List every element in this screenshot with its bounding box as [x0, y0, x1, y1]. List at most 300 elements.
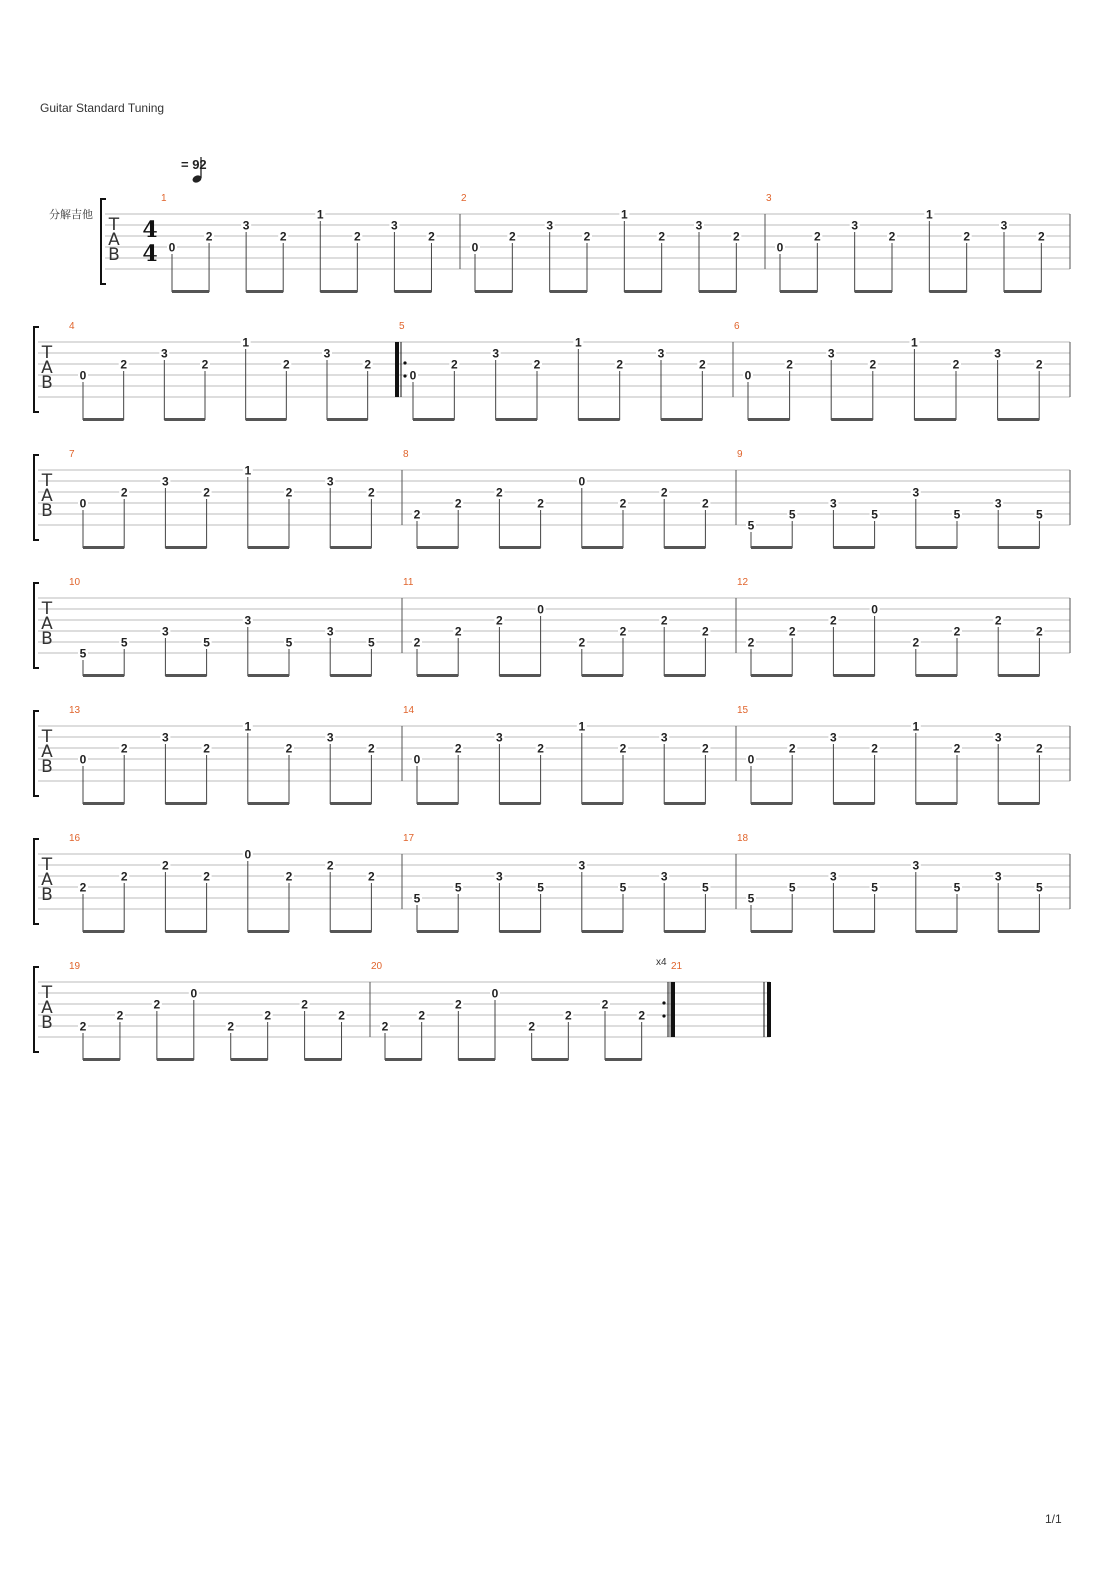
fret-number: 2: [583, 229, 591, 244]
fret-number: 3: [391, 218, 398, 233]
tab-clef-letter: A: [41, 614, 53, 634]
measure-number: 10: [69, 577, 81, 588]
fret-number: 1: [925, 207, 933, 222]
note-beam: [998, 674, 1039, 677]
note-beam: [330, 674, 371, 677]
fret-number: 2: [338, 1008, 345, 1023]
tab-clef-letter: B: [41, 885, 53, 905]
fret-number: 2: [888, 229, 896, 244]
fret-number: 2: [533, 357, 541, 372]
fret-number: 3: [660, 869, 668, 884]
time-signature-denominator: 4: [142, 241, 158, 267]
fret-number: 2: [282, 357, 290, 372]
fret-number: 1: [911, 335, 918, 350]
note-beam: [417, 674, 458, 677]
fret-number: 2: [116, 1008, 124, 1023]
fret-number: 2: [301, 997, 308, 1012]
fret-number: 1: [242, 335, 250, 350]
note-beam: [248, 674, 289, 677]
fret-number: 2: [79, 1019, 87, 1034]
fret-number: 3: [326, 624, 334, 639]
note-beam: [83, 546, 124, 549]
fret-number: 2: [264, 1008, 272, 1023]
staff-system: [34, 583, 1070, 677]
fret-number: 3: [326, 474, 334, 489]
measure-number: 3: [766, 193, 772, 204]
fret-number: 5: [788, 880, 796, 895]
fret-number: 3: [326, 730, 334, 745]
fret-number: 2: [381, 1019, 389, 1034]
note-beam: [578, 418, 619, 421]
fret-number: 2: [120, 485, 128, 500]
fret-number: 0: [244, 847, 252, 862]
note-beam: [929, 290, 966, 293]
repeat-dot: [662, 1014, 665, 1017]
fret-number: 2: [528, 1019, 536, 1034]
fret-number: 2: [963, 229, 971, 244]
fret-number: 2: [953, 741, 961, 756]
fret-number: 0: [190, 986, 198, 1001]
fret-number: 2: [454, 624, 462, 639]
tab-clef-letter: T: [41, 727, 53, 747]
tab-clef-letter: B: [41, 373, 53, 393]
note-beam: [305, 1058, 342, 1061]
measure-number: 19: [69, 961, 81, 972]
note-beam: [833, 930, 874, 933]
fret-number: 5: [747, 891, 755, 906]
measure-number: 11: [403, 577, 414, 588]
note-beam: [664, 546, 705, 549]
note-beam: [582, 546, 623, 549]
fret-number: 2: [120, 741, 128, 756]
measure-number: 4: [69, 321, 75, 332]
fret-number: 2: [418, 1008, 426, 1023]
note-beam: [475, 290, 512, 293]
note-beam: [833, 674, 874, 677]
note-beam: [664, 802, 705, 805]
fret-number: 5: [953, 507, 961, 522]
note-beam: [83, 1058, 120, 1061]
fret-number: 3: [496, 869, 503, 884]
fret-number: 2: [413, 507, 421, 522]
measure-number: 21: [671, 961, 683, 972]
note-beam: [417, 930, 458, 933]
fret-number: 5: [454, 880, 462, 895]
note-beam: [532, 1058, 569, 1061]
fret-number: 5: [747, 518, 755, 533]
tab-clef-letter: T: [108, 215, 120, 235]
note-beam: [855, 290, 892, 293]
fret-number: 5: [413, 891, 421, 906]
note-beam: [417, 546, 458, 549]
measure-number: 7: [69, 449, 75, 460]
fret-number: 2: [285, 741, 293, 756]
fret-number: 3: [162, 474, 169, 489]
fret-number: 3: [827, 346, 835, 361]
fret-number: 3: [830, 730, 837, 745]
fret-number: 5: [120, 635, 128, 650]
fret-number: 2: [786, 357, 793, 372]
fret-number: 3: [546, 218, 554, 233]
fret-number: 2: [813, 229, 821, 244]
fret-number: 0: [537, 602, 544, 617]
fret-number: 2: [162, 858, 169, 873]
repeat-dot: [403, 374, 406, 377]
fret-number: 5: [203, 635, 210, 650]
note-beam: [998, 418, 1040, 421]
fret-number: 2: [203, 869, 210, 884]
fret-number: 0: [744, 368, 752, 383]
fret-number: 3: [994, 869, 1002, 884]
tab-clef-letter: B: [41, 629, 53, 649]
fret-number: 2: [788, 741, 796, 756]
note-beam: [833, 546, 874, 549]
note-beam: [916, 802, 957, 805]
fret-number: 3: [323, 346, 331, 361]
bracket: [34, 583, 39, 668]
note-beam: [550, 290, 587, 293]
fret-number: 2: [994, 613, 1002, 628]
fret-number: 5: [79, 646, 87, 661]
bracket: [34, 455, 39, 540]
fret-number: 2: [702, 741, 709, 756]
note-beam: [496, 418, 537, 421]
fret-number: 2: [912, 635, 920, 650]
tab-clef-letter: A: [108, 230, 120, 250]
fret-number: 3: [851, 218, 859, 233]
fret-number: 1: [244, 719, 252, 734]
fret-number: 2: [702, 624, 709, 639]
fret-number: 0: [79, 752, 87, 767]
fret-number: 2: [601, 997, 609, 1012]
bracket: [34, 839, 39, 924]
instrument-name: 分解吉他: [49, 209, 93, 221]
note-beam: [417, 802, 458, 805]
measure-number: 1: [161, 193, 167, 204]
measure-number: 14: [403, 705, 415, 716]
fret-number: 3: [912, 485, 920, 500]
fret-number: 1: [574, 335, 582, 350]
fret-number: 2: [952, 357, 960, 372]
fret-number: 2: [698, 357, 706, 372]
fret-number: 2: [368, 485, 375, 500]
note-beam: [661, 418, 702, 421]
fret-number: 2: [702, 496, 709, 511]
note-beam: [582, 802, 623, 805]
fret-number: 2: [203, 741, 210, 756]
tab-clef-letter: B: [41, 501, 53, 521]
note-beam: [751, 546, 792, 549]
fret-number: 1: [316, 207, 324, 222]
tempo-value: = 92: [181, 157, 207, 172]
fret-number: 3: [830, 869, 837, 884]
fret-number: 3: [830, 496, 837, 511]
measure-number: 2: [461, 193, 467, 204]
note-beam: [499, 802, 540, 805]
note-beam: [582, 674, 623, 677]
fret-number: 2: [364, 357, 372, 372]
fret-number: 2: [454, 741, 462, 756]
note-beam: [330, 546, 371, 549]
fret-number: 0: [409, 368, 417, 383]
page-number: 1/1: [1045, 1512, 1062, 1526]
fret-number: 5: [368, 635, 375, 650]
fret-number: 2: [285, 485, 293, 500]
note-beam: [157, 1058, 194, 1061]
fret-number: 3: [162, 730, 169, 745]
fret-number: 2: [353, 229, 361, 244]
fret-number: 1: [244, 463, 252, 478]
note-beam: [165, 930, 206, 933]
staff-system: [34, 455, 1070, 549]
fret-number: 2: [279, 229, 287, 244]
fret-number: 2: [537, 496, 544, 511]
fret-number: 0: [413, 752, 421, 767]
note-beam: [582, 930, 623, 933]
fret-number: 2: [619, 741, 627, 756]
note-beam: [385, 1058, 422, 1061]
fret-number: 2: [203, 485, 210, 500]
fret-number: 2: [454, 997, 462, 1012]
tab-clef-letter: A: [41, 358, 53, 378]
fret-number: 1: [578, 719, 586, 734]
fret-number: 2: [732, 229, 740, 244]
fret-number: 5: [1036, 880, 1043, 895]
fret-number: 3: [695, 218, 703, 233]
fret-number: 2: [638, 1008, 646, 1023]
fret-number: 3: [994, 496, 1002, 511]
fret-number: 2: [413, 635, 421, 650]
fret-number: 2: [619, 496, 627, 511]
note-beam: [998, 802, 1039, 805]
fret-number: 3: [160, 346, 168, 361]
note-beam: [499, 674, 540, 677]
note-beam: [664, 930, 705, 933]
tab-clef-letter: T: [41, 343, 53, 363]
fret-number: 3: [496, 730, 503, 745]
note-beam: [83, 418, 124, 421]
fret-number: 0: [79, 496, 87, 511]
note-beam: [499, 546, 540, 549]
fret-number: 2: [428, 229, 435, 244]
note-beam: [916, 930, 957, 933]
fret-number: 0: [168, 240, 176, 255]
note-beam: [1004, 290, 1041, 293]
tab-clef-letter: B: [108, 245, 120, 265]
note-beam: [998, 546, 1039, 549]
note-beam: [172, 290, 209, 293]
repeat-dot: [662, 1001, 665, 1004]
note-beam: [748, 418, 790, 421]
fret-number: 2: [830, 613, 837, 628]
note-beam: [605, 1058, 642, 1061]
note-beam: [320, 290, 357, 293]
repeat-count: x4: [656, 957, 667, 968]
note-beam: [83, 674, 124, 677]
fret-number: 2: [201, 357, 209, 372]
note-beam: [165, 546, 206, 549]
note-beam: [330, 930, 371, 933]
bracket: [34, 967, 39, 1052]
tab-clef-letter: A: [41, 998, 53, 1018]
repeat-start-thick-bar: [395, 342, 399, 397]
fret-number: 2: [616, 357, 624, 372]
measure-number: 16: [69, 833, 81, 844]
final-thick-bar: [767, 982, 771, 1037]
fret-number: 2: [1035, 357, 1043, 372]
note-beam: [83, 802, 124, 805]
fret-number: 2: [537, 741, 544, 756]
note-beam: [831, 418, 873, 421]
fret-number: 3: [244, 613, 252, 628]
measure-number: 18: [737, 833, 749, 844]
fret-number: 2: [120, 869, 128, 884]
measure-number: 6: [734, 321, 740, 332]
tuning-label: Guitar Standard Tuning: [40, 101, 165, 115]
tab-clef-letter: A: [41, 870, 53, 890]
fret-number: 2: [953, 624, 961, 639]
fret-number: 2: [869, 357, 877, 372]
fret-number: 0: [747, 752, 755, 767]
fret-number: 5: [537, 880, 544, 895]
tab-clef-letter: T: [41, 983, 53, 1003]
fret-number: 2: [368, 741, 375, 756]
fret-number: 0: [776, 240, 784, 255]
tab-clef-letter: A: [41, 486, 53, 506]
note-beam: [83, 930, 124, 933]
bracket: [101, 199, 106, 284]
note-beam: [914, 418, 956, 421]
fret-number: 0: [79, 368, 87, 383]
fret-number: 2: [368, 869, 375, 884]
note-beam: [751, 802, 792, 805]
note-beam: [248, 802, 289, 805]
note-beam: [248, 546, 289, 549]
fret-number: 2: [508, 229, 516, 244]
note-beam: [751, 930, 792, 933]
time-signature-numerator: 4: [142, 217, 158, 243]
fret-number: 5: [619, 880, 627, 895]
note-beam: [248, 930, 289, 933]
fret-number: 5: [871, 507, 878, 522]
fret-number: 2: [496, 485, 503, 500]
repeat-dot: [403, 361, 406, 364]
note-beam: [165, 802, 206, 805]
fret-number: 2: [1036, 741, 1043, 756]
note-beam: [164, 418, 205, 421]
fret-number: 2: [285, 869, 293, 884]
bracket: [34, 711, 39, 796]
fret-number: 3: [578, 858, 586, 873]
measure-number: 20: [371, 961, 383, 972]
fret-number: 0: [471, 240, 479, 255]
note-beam: [916, 546, 957, 549]
note-beam: [327, 418, 368, 421]
fret-number: 3: [657, 346, 665, 361]
fret-number: 2: [578, 635, 586, 650]
fret-number: 2: [788, 624, 796, 639]
fret-number: 2: [496, 613, 503, 628]
fret-number: 2: [747, 635, 755, 650]
measure-number: 17: [403, 833, 415, 844]
fret-number: 2: [79, 880, 87, 895]
fret-number: 2: [871, 741, 878, 756]
repeat-end-thick-bar: [671, 982, 675, 1037]
fret-number: 2: [660, 613, 668, 628]
fret-number: 2: [658, 229, 666, 244]
fret-number: 2: [619, 624, 627, 639]
measure-number: 9: [737, 449, 743, 460]
fret-number: 3: [660, 730, 668, 745]
fret-number: 1: [912, 719, 920, 734]
note-beam: [664, 674, 705, 677]
note-beam: [624, 290, 661, 293]
note-beam: [780, 290, 817, 293]
tab-clef-letter: A: [41, 742, 53, 762]
measure-number: 15: [737, 705, 749, 716]
note-beam: [231, 1058, 268, 1061]
fret-number: 2: [153, 997, 161, 1012]
note-beam: [413, 418, 454, 421]
fret-number: 3: [912, 858, 920, 873]
note-beam: [499, 930, 540, 933]
staff-system: [34, 967, 771, 1061]
fret-number: 3: [242, 218, 250, 233]
fret-number: 2: [227, 1019, 235, 1034]
fret-number: 5: [702, 880, 709, 895]
measure-number: 5: [399, 321, 405, 332]
note-beam: [246, 290, 283, 293]
fret-number: 5: [285, 635, 293, 650]
fret-number: 2: [205, 229, 213, 244]
note-beam: [699, 290, 736, 293]
fret-number: 5: [871, 880, 878, 895]
note-beam: [394, 290, 431, 293]
measure-number: 13: [69, 705, 81, 716]
tab-clef-letter: B: [41, 1013, 53, 1033]
measure-number: 12: [737, 577, 749, 588]
note-beam: [165, 674, 206, 677]
tab-clef-letter: T: [41, 471, 53, 491]
fret-number: 3: [492, 346, 500, 361]
note-beam: [998, 930, 1039, 933]
fret-number: 0: [578, 474, 586, 489]
note-beam: [246, 418, 287, 421]
tab-clef-letter: T: [41, 855, 53, 875]
fret-number: 2: [326, 858, 334, 873]
fret-number: 2: [1036, 624, 1043, 639]
note-beam: [458, 1058, 495, 1061]
bracket: [34, 327, 39, 412]
fret-number: 1: [620, 207, 628, 222]
note-beam: [916, 674, 957, 677]
fret-number: 3: [162, 624, 169, 639]
tab-clef-letter: B: [41, 757, 53, 777]
fret-number: 2: [120, 357, 128, 372]
staff-system: [34, 839, 1070, 933]
fret-number: 2: [1037, 229, 1045, 244]
measure-number: 8: [403, 449, 409, 460]
fret-number: 5: [788, 507, 796, 522]
note-beam: [751, 674, 792, 677]
staff-system: [101, 199, 1070, 293]
fret-number: 2: [450, 357, 458, 372]
fret-number: 2: [564, 1008, 572, 1023]
note-beam: [330, 802, 371, 805]
fret-number: 0: [491, 986, 499, 1001]
fret-number: 5: [953, 880, 961, 895]
fret-number: 2: [660, 485, 668, 500]
